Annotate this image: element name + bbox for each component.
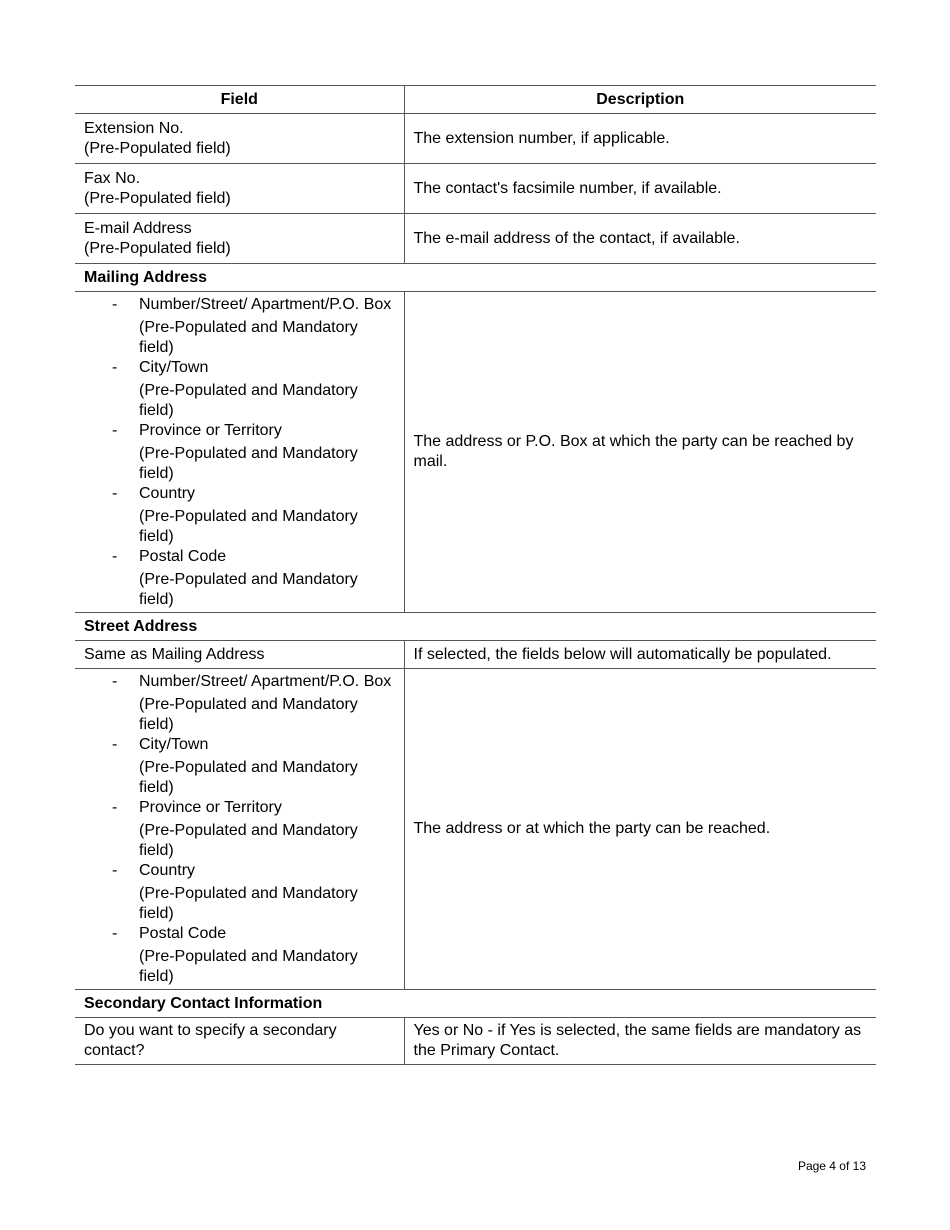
item-label: Postal Code	[139, 548, 227, 565]
field-label: Fax No.	[84, 169, 141, 187]
dash-bullet: -	[112, 799, 118, 816]
table-row	[75, 669, 876, 990]
table-row	[75, 641, 876, 669]
street-field-list	[84, 669, 395, 989]
list-item	[84, 735, 395, 798]
field-label: E-mail Address	[84, 219, 192, 237]
item-label: City/Town	[139, 736, 209, 753]
list-item	[84, 358, 395, 421]
item-label: City/Town	[139, 359, 209, 376]
list-item	[84, 861, 395, 924]
list-item	[84, 924, 395, 987]
table-row	[75, 114, 876, 164]
item-label: Number/Street/ Apartment/P.O. Box	[139, 673, 392, 690]
description-cell: The address or P.O. Box at which the party can be reached by mail.	[404, 292, 876, 613]
dash-bullet: -	[112, 925, 118, 942]
list-item	[84, 421, 395, 484]
dash-bullet: -	[112, 359, 118, 376]
item-label: Country	[139, 862, 196, 879]
item-note: (Pre-Populated and Mandatory field)	[139, 508, 358, 545]
section-heading: Mailing Address	[75, 264, 876, 292]
field-cell	[75, 214, 404, 264]
table-row	[75, 1018, 876, 1065]
field-cell	[75, 669, 404, 990]
item-note: (Pre-Populated and Mandatory field)	[139, 319, 358, 356]
field-note: (Pre-Populated field)	[84, 139, 231, 157]
description-cell: The extension number, if applicable.	[404, 114, 876, 164]
section-heading: Street Address	[75, 613, 876, 641]
section-row-secondary	[75, 990, 876, 1018]
table-row	[75, 214, 876, 264]
description-cell: The contact's facsimile number, if available.	[404, 164, 876, 214]
dash-bullet: -	[112, 296, 118, 313]
section-heading: Secondary Contact Information	[75, 990, 876, 1018]
field-note: (Pre-Populated field)	[84, 239, 231, 257]
field-note: (Pre-Populated field)	[84, 189, 231, 207]
item-note: (Pre-Populated and Mandatory field)	[139, 696, 358, 733]
item-note: (Pre-Populated and Mandatory field)	[139, 822, 358, 859]
item-note: (Pre-Populated and Mandatory field)	[139, 948, 358, 985]
field-cell	[75, 114, 404, 164]
dash-bullet: -	[112, 548, 118, 565]
header-row	[75, 86, 876, 114]
dash-bullet: -	[112, 736, 118, 753]
list-item	[84, 295, 395, 358]
list-item	[84, 672, 395, 735]
dash-bullet: -	[112, 485, 118, 502]
list-item	[84, 798, 395, 861]
mailing-field-list	[84, 292, 395, 612]
field-label: Extension No.	[84, 119, 184, 137]
header-description: Description	[404, 86, 876, 114]
item-label: Country	[139, 485, 196, 502]
item-label: Province or Territory	[139, 422, 282, 439]
page-number: Page 4 of 13	[797, 1159, 866, 1173]
table-row	[75, 164, 876, 214]
table-row	[75, 292, 876, 613]
item-label: Province or Territory	[139, 799, 282, 816]
item-note: (Pre-Populated and Mandatory field)	[139, 885, 358, 922]
field-cell	[75, 292, 404, 613]
description-cell: Yes or No - if Yes is selected, the same fields are mandatory as the Primary Contact.	[404, 1018, 876, 1065]
description-cell: The address or at which the party can be reached.	[404, 669, 876, 990]
list-item	[84, 547, 395, 610]
description-cell: The e-mail address of the contact, if available.	[404, 214, 876, 264]
field-cell: Same as Mailing Address	[75, 641, 404, 669]
dash-bullet: -	[112, 862, 118, 879]
item-note: (Pre-Populated and Mandatory field)	[139, 759, 358, 796]
section-row-mailing	[75, 264, 876, 292]
item-label: Postal Code	[139, 925, 227, 942]
field-cell	[75, 164, 404, 214]
description-cell: If selected, the fields below will automatically be populated.	[404, 641, 876, 669]
section-row-street	[75, 613, 876, 641]
item-note: (Pre-Populated and Mandatory field)	[139, 571, 358, 608]
header-field: Field	[75, 86, 404, 114]
list-item	[84, 484, 395, 547]
dash-bullet: -	[112, 422, 118, 439]
item-label: Number/Street/ Apartment/P.O. Box	[139, 296, 392, 313]
item-note: (Pre-Populated and Mandatory field)	[139, 382, 358, 419]
field-description-table	[75, 85, 876, 1065]
dash-bullet: -	[112, 673, 118, 690]
item-note: (Pre-Populated and Mandatory field)	[139, 445, 358, 482]
field-cell: Do you want to specify a secondary contact?	[75, 1018, 404, 1065]
